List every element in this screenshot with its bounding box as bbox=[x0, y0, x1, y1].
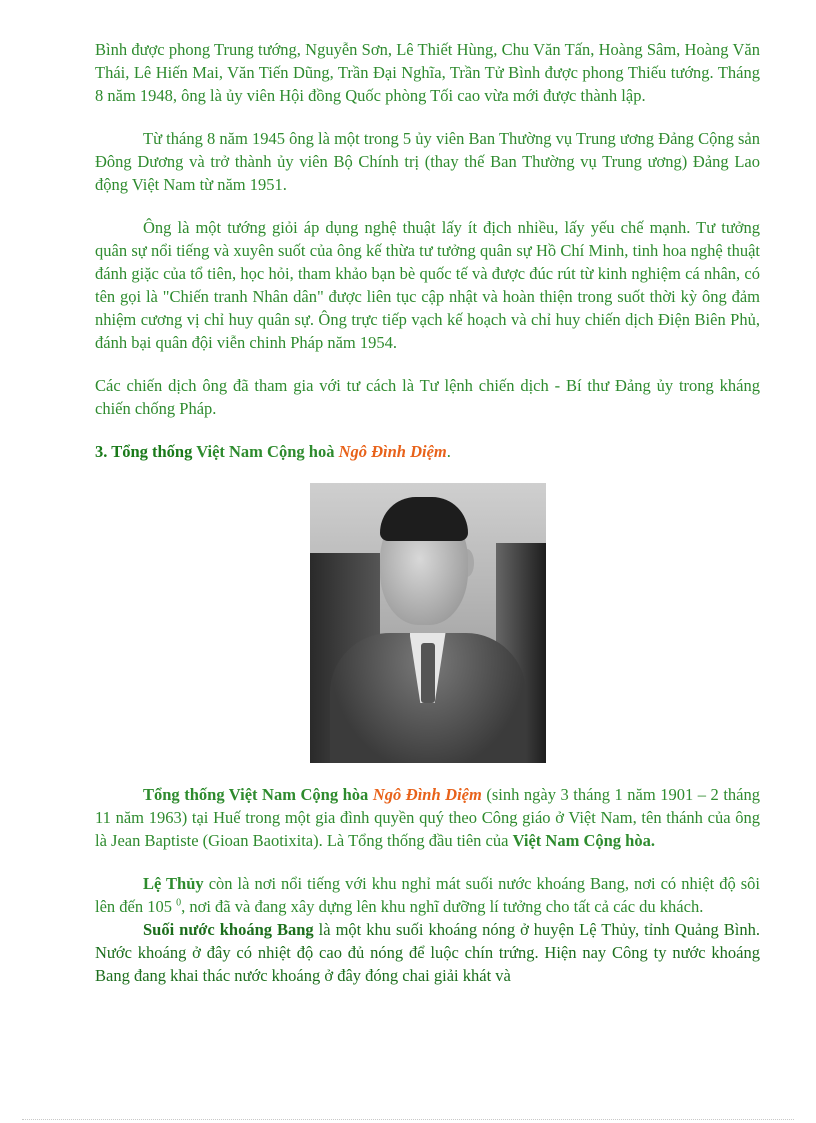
paragraph-president bbox=[95, 783, 760, 852]
paragraph-le-thuy bbox=[95, 872, 760, 918]
paragraph-campaigns: Các chiến dịch ông đã tham gia với tư cách là Tư lệnh chiến dịch - Bí thư Đảng ủy trong kháng chiến chống Pháp. bbox=[95, 376, 760, 418]
heading-name: Ngô Đình Diệm bbox=[338, 442, 447, 461]
heading-prefix: 3. Tổng thống bbox=[95, 442, 197, 461]
bang-spring-body: là một khu suối khoáng nóng ở huyện Lệ Thủy, tỉnh Quảng Bình. Nước khoáng ở đây có nhiệt độ cao đủ nóng để luộc chín trứng. Hiện nay Công ty nước khoáng Bang đang khai thác nước khoáng ở đây đóng chai giải khát và bbox=[95, 920, 760, 985]
president-name: Ngô Đình Diệm bbox=[372, 785, 482, 804]
section-heading bbox=[95, 440, 760, 463]
heading-country: Việt Nam Cộng hoà bbox=[196, 442, 339, 461]
paragraph-bang-spring bbox=[95, 918, 760, 987]
bang-spring-lead: Suối nước khoáng Bang bbox=[143, 920, 314, 939]
paragraph-generals: Bình được phong Trung tướng, Nguyễn Sơn, Lê Thiết Hùng, Chu Văn Tấn, Hoàng Sâm, Hoàng Văn Thái, Lê Hiến Mai, Văn Tiến Dũng, Trần Đại Nghĩa, Trần Tử Bình được phong Thiếu tướng. Tháng 8 năm 1948, ông là ủy viên Hội đồng Quốc phòng Tối cao vừa mới được thành lập. bbox=[95, 40, 760, 105]
document-page bbox=[95, 38, 760, 987]
le-thuy-degree: 0 bbox=[176, 897, 182, 909]
paragraph-politburo: Từ tháng 8 năm 1945 ông là một trong 5 ủy viên Ban Thường vụ Trung ương Đảng Cộng sản Đông Dương và trở thành ủy viên Bộ Chính trị (thay thế Ban Thường vụ Trung ương) Đảng Lao động Việt Nam từ năm 1951. bbox=[95, 129, 760, 194]
president-body: (sinh ngày 3 tháng 1 năm 1901 – 2 tháng 11 năm 1963) tại Huế trong một gia đình quyền quý theo Công giáo ở Việt Nam, tên thánh của ông là Jean Baptiste (Gioan Baotixita). Là Tổng thống đầu tiên của bbox=[95, 785, 760, 850]
le-thuy-body: còn là nơi nổi tiếng với khu nghỉ mát suối nước khoáng Bang, nơi có nhiệt độ sôi lên đến 105 bbox=[95, 874, 760, 916]
president-tail: Việt Nam Cộng hòa. bbox=[512, 831, 655, 850]
portrait-photo bbox=[310, 483, 546, 763]
president-lead: Tổng thống Việt Nam Cộng hòa bbox=[143, 785, 373, 804]
heading-suffix: . bbox=[446, 442, 451, 461]
le-thuy-tail: , nơi đã và đang xây dựng lên khu nghĩ dưỡng lí tưởng cho tất cả các du khách. bbox=[181, 897, 704, 916]
le-thuy-lead: Lệ Thủy bbox=[143, 874, 204, 893]
page-bottom-divider bbox=[22, 1119, 794, 1120]
paragraph-strategy: Ông là một tướng giỏi áp dụng nghệ thuật lấy ít địch nhiều, lấy yếu chế mạnh. Tư tưởng quân sự nổi tiếng và xuyên suốt của ông kế thừa tư tưởng quân sự Hồ Chí Minh, tinh hoa nghệ thuật đánh giặc của tổ tiên, học hỏi, tham khảo bạn bè quốc tế và được đúc rút từ kinh nghiệm cá nhân, có tên gọi là "Chiến tranh Nhân dân" được liên tục cập nhật và hoàn thiện trong suốt thời kỳ ông đảm nhiệm cương vị chỉ huy quân sự. Ông trực tiếp vạch kế hoạch và chỉ huy chiến dịch Điện Biên Phủ, đánh bại quân đội viễn chinh Pháp năm 1954. bbox=[95, 218, 760, 352]
portrait-container bbox=[95, 483, 760, 763]
